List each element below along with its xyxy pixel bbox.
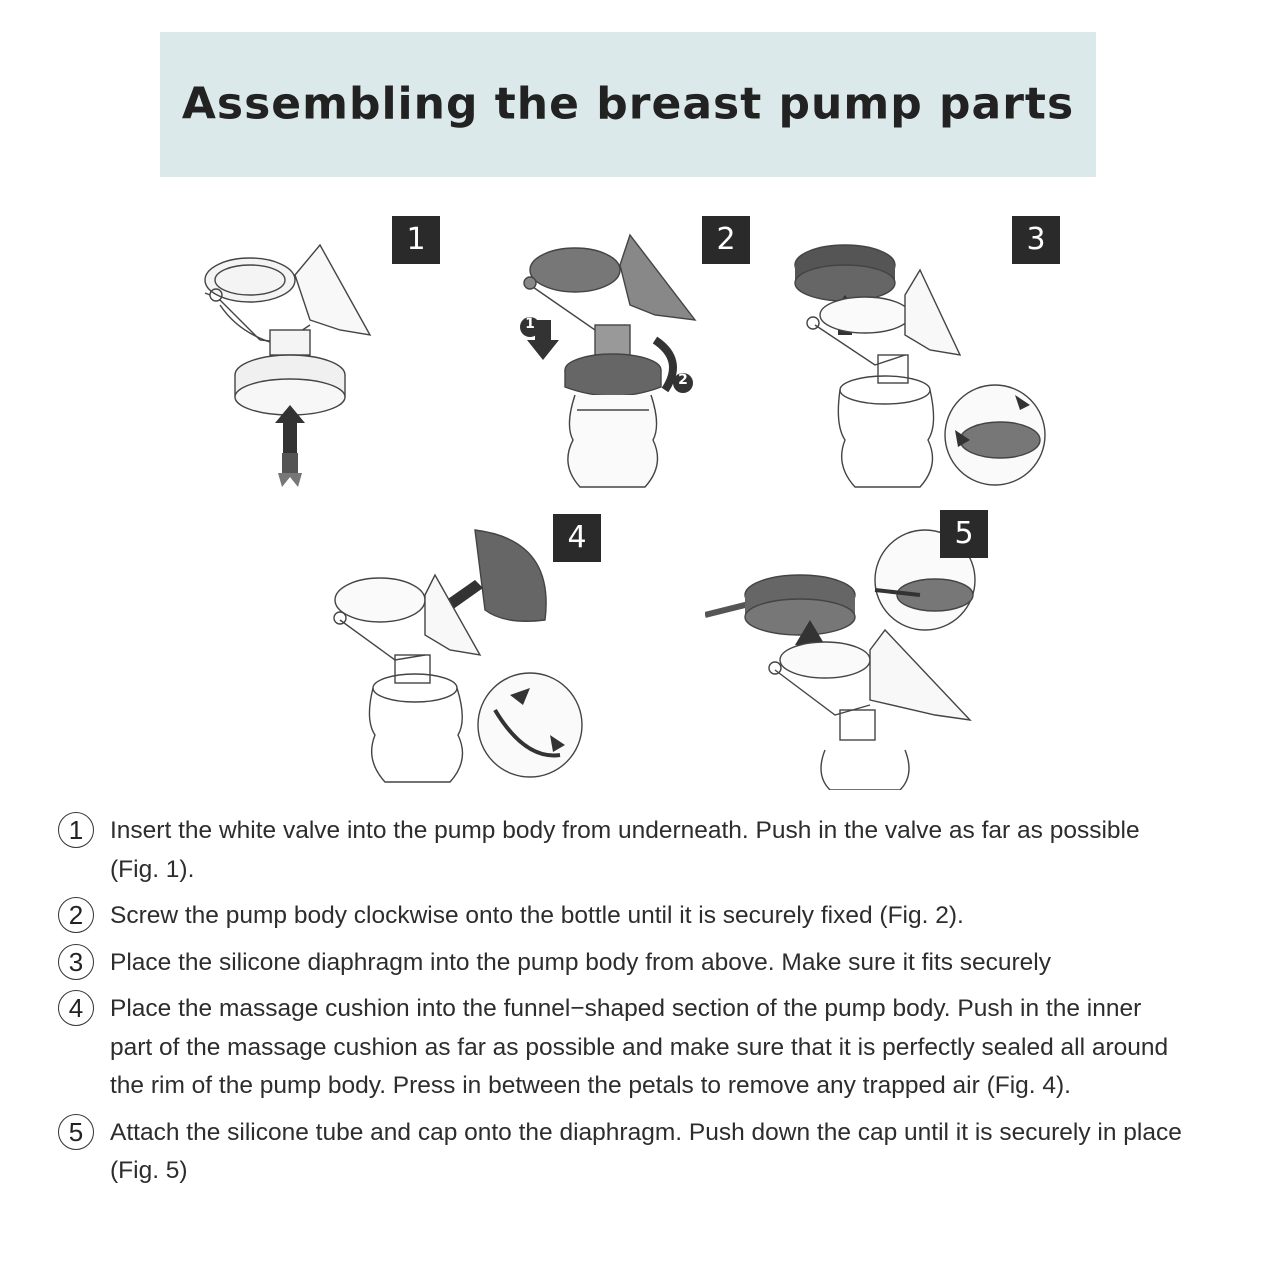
figure-2-marker-2: 2 [678,372,688,388]
page-title: Assembling the breast pump parts [181,78,1075,130]
figure-1-badge: 1 [392,216,440,264]
step-number-5: 5 [58,1114,94,1150]
step-text-3: Place the silicone diaphragm into the pump body from above. Make sure it fits securely [110,948,1052,976]
figure-1-illustration [190,225,390,495]
step-text-2: Screw the pump body clockwise onto the bottle until it is securely fixed (Fig. 2). [110,902,964,929]
instruction-step-3 [58,944,1238,983]
figure-5-badge: 5 [940,510,988,558]
instruction-step-5 [58,1114,1238,1191]
figure-2-badge: 2 [702,216,750,264]
figure-2-marker-1: 1 [525,316,535,332]
figure-5-illustration [705,520,990,790]
step-number-2: 2 [58,897,94,933]
figure-3-illustration [790,225,1050,495]
title-banner [160,32,1096,177]
figure-4-illustration [325,520,590,785]
instruction-step-4 [58,990,1238,1106]
figure-3-badge: 3 [1012,216,1060,264]
instruction-list [58,812,1238,1199]
instruction-step-1 [58,812,1238,889]
figure-4-badge: 4 [553,514,601,562]
step-text-5: Attach the silicone tube and cap onto the diaphragm. Push down the cap until it is securely in place (Fig. 5) [110,1118,1182,1184]
instruction-step-2 [58,897,1238,936]
step-text-1: Insert the white valve into the pump body from underneath. Push in the valve as far as possible (Fig. 1). [110,817,1140,883]
step-number-3: 3 [58,944,94,980]
step-number-1: 1 [58,812,94,848]
step-text-4: Place the massage cushion into the funnel−shaped section of the pump body. Push in the inner part of the massage cushion as far as possible and make sure that it is perfectly sealed all around the rim of the pump body. Press in between the petals to remove any trapped air (Fig. 4). [110,995,1169,1099]
step-number-4: 4 [58,990,94,1026]
figure-2-illustration [505,225,715,495]
